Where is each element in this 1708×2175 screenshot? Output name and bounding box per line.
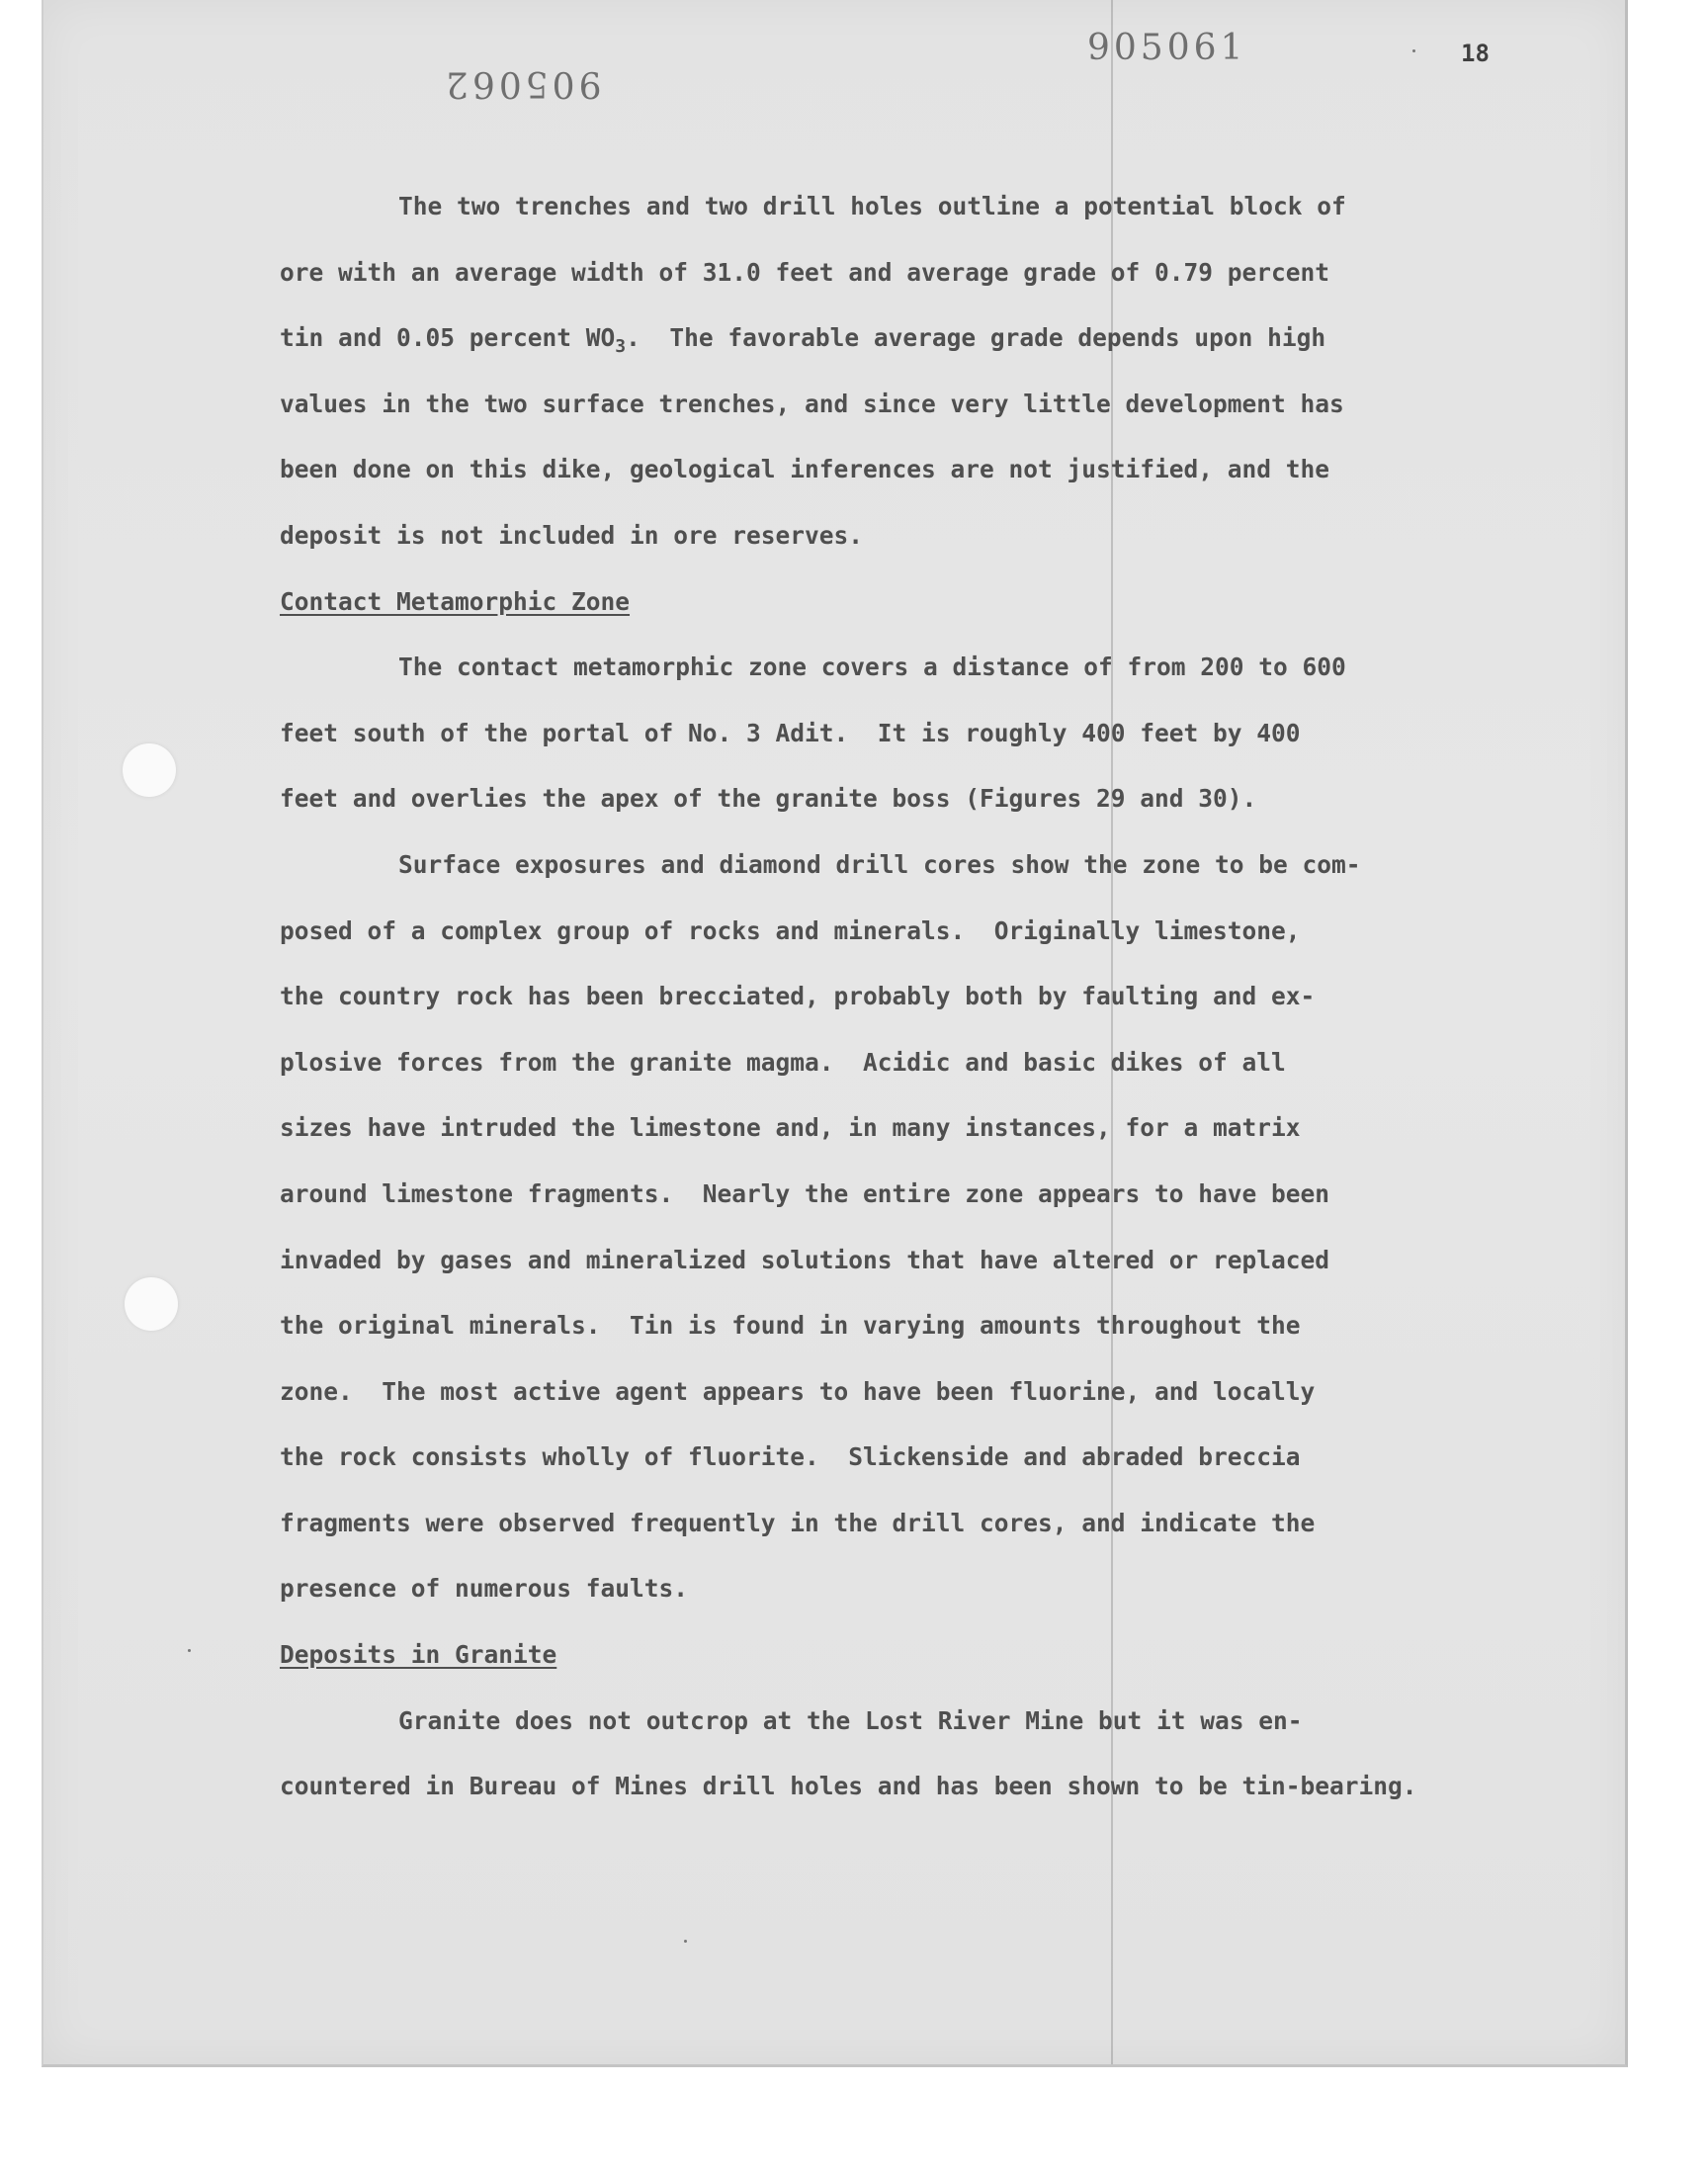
paragraph-line: countered in Bureau of Mines drill holes and has been shown to be tin-bearing.: [280, 1772, 1417, 1801]
handwritten-bleedthrough-number: 905062: [442, 63, 602, 104]
paragraph-line: the country rock has been brecciated, probably both by faulting and ex-: [280, 982, 1316, 1011]
paragraph-line: Granite does not outcrop at the Lost River Mine but it was en-: [398, 1705, 1303, 1735]
paragraph-line: feet and overlies the apex of the granite boss (Figures 29 and 30).: [280, 784, 1257, 814]
paragraph-line: around limestone fragments. Nearly the entire zone appears to have been: [280, 1178, 1330, 1208]
scan-speck: [188, 1649, 191, 1652]
body-text: [280, 174, 1604, 1820]
line-text: tin and 0.05 percent WO: [280, 323, 616, 353]
paragraph-line: been done on this dike, geological inferences are not justified, and the: [280, 455, 1330, 484]
paragraph-line: Surface exposures and diamond drill cores show the zone to be com-: [398, 849, 1361, 879]
paragraph-line: fragments were observed frequently in the drill cores, and indicate the: [280, 1508, 1316, 1537]
section-heading-contact-metamorphic-zone: Contact Metamorphic Zone: [280, 586, 631, 616]
paragraph-line: plosive forces from the granite magma. Acidic and basic dikes of all: [280, 1047, 1286, 1077]
scan-speck: [1412, 49, 1415, 52]
paragraph-line: the rock consists wholly of fluorite. Slickenside and abraded breccia: [280, 1442, 1301, 1472]
paragraph-line: values in the two surface trenches, and since very little development has: [280, 389, 1344, 418]
paragraph-line: invaded by gases and mineralized solutions that have altered or replaced: [280, 1245, 1330, 1274]
paragraph-line: The two trenches and two drill holes outline a potential block of: [398, 192, 1346, 220]
paragraph-line: ore with an average width of 31.0 feet and average grade of 0.79 percent: [280, 257, 1330, 287]
paragraph-line: deposit is not included in ore reserves.: [280, 520, 864, 550]
paragraph-line: zone. The most active agent appears to have been fluorine, and locally: [280, 1376, 1316, 1406]
paragraph-line: posed of a complex group of rocks and minerals. Originally limestone,: [280, 915, 1301, 945]
page-number: 18: [1461, 40, 1490, 67]
scan-speck: [684, 1940, 687, 1943]
paragraph-line: [280, 305, 1604, 372]
punch-hole-lower: [125, 1277, 178, 1331]
paragraph-line: sizes have intruded the limestone and, in many instances, for a matrix: [280, 1113, 1301, 1143]
paragraph-line: The contact metamorphic zone covers a distance of from 200 to 600: [398, 652, 1346, 682]
paragraph-line: the original minerals. Tin is found in varying amounts throughout the: [280, 1311, 1301, 1341]
paragraph-line: feet south of the portal of No. 3 Adit. It is roughly 400 feet by 400: [280, 718, 1301, 747]
subscript: 3: [615, 336, 627, 358]
punch-hole-upper: [123, 743, 176, 797]
handwritten-document-number: 905061: [1087, 28, 1247, 68]
line-text: . The favorable average grade depends upon high: [626, 323, 1326, 353]
section-heading-deposits-in-granite: Deposits in Granite: [280, 1640, 557, 1670]
paragraph-line: presence of numerous faults.: [280, 1574, 689, 1604]
